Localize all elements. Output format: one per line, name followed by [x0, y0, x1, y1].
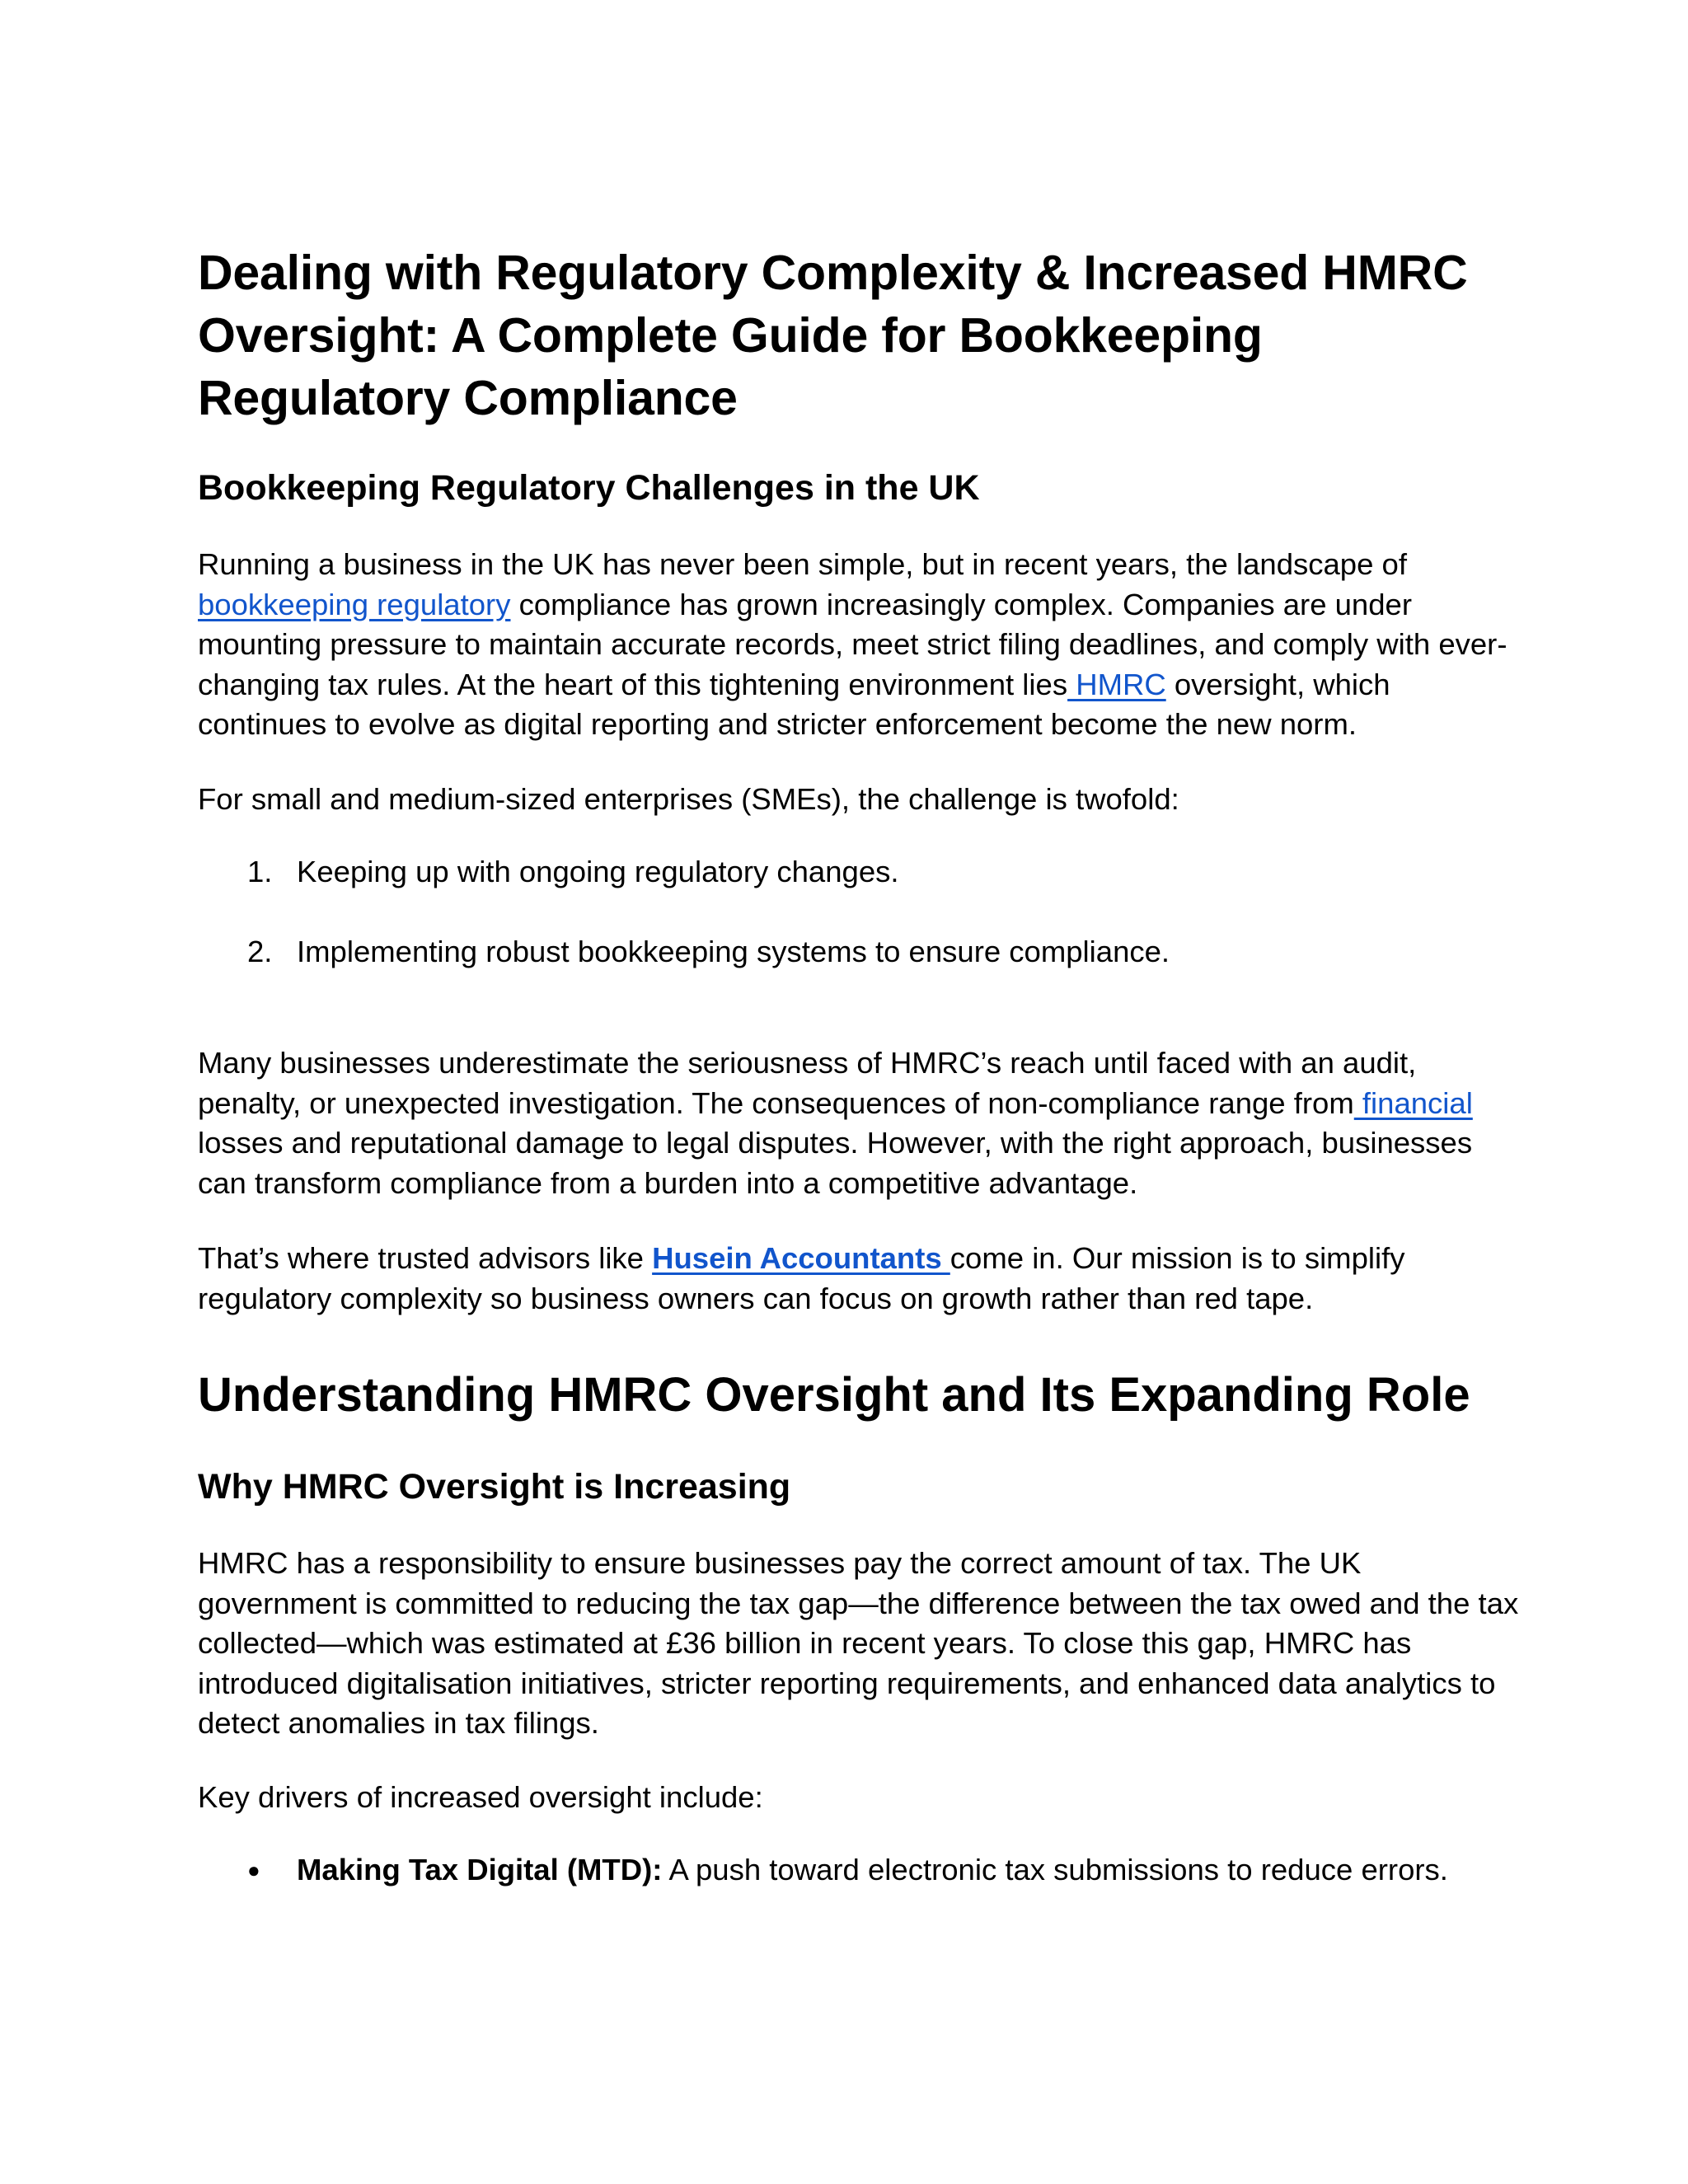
list-item-text — [297, 1850, 1448, 1890]
document-title: Dealing with Regulatory Complexity & Increased HMRC Oversight: A Complete Guide for Bookkeeping Regulatory Compliance — [198, 246, 1468, 425]
bullet-list-item-mtd — [247, 1850, 1533, 1890]
husein-accountants-link[interactable]: Husein Accountants — [652, 1241, 950, 1275]
intro-text-2: compliance has grown increasingly complex. Companies are under mounting pressure to maintain accurate records, meet strict filing deadlines, and comply with ever-changing tax rules. At the heart of this tightening environment lies — [198, 587, 1507, 701]
numbered-list-item-2 — [247, 932, 1533, 972]
list-marker: 2. — [247, 935, 273, 968]
intro-text-3: oversight, which continues to evolve as digital reporting and stricter enforcement become the new norm. — [198, 667, 1390, 741]
list-item-text: Keeping up with ongoing regulatory changes. — [297, 855, 899, 888]
advisors-text-1: That’s where trusted advisors like — [198, 1241, 653, 1275]
intro-text-1: Running a business in the UK has never been simple, but in recent years, the landscape of — [198, 547, 1407, 581]
advisors-text-2: come in. Our mission is to simplify regulatory complexity so business owners can focus on growth rather than red tape. — [198, 1241, 1405, 1315]
bullet-icon: ● — [247, 1858, 260, 1882]
subheading-why-oversight-increasing: Why HMRC Oversight is Increasing — [198, 1467, 791, 1507]
bullet-text: A push toward electronic tax submissions to reduce errors. — [662, 1853, 1448, 1886]
section-heading-bookkeeping-challenges: Bookkeeping Regulatory Challenges in the UK — [198, 468, 980, 508]
hmrc-link[interactable]: HMRC — [1067, 667, 1166, 701]
key-drivers-paragraph: Key drivers of increased oversight include: — [198, 1780, 763, 1814]
list-item-text: Implementing robust bookkeeping systems to ensure compliance. — [297, 935, 1170, 968]
consequences-text-2: losses and reputational damage to legal disputes. However, with the right approach, businesses can transform compliance from a burden into a competitive advantage. — [198, 1126, 1473, 1200]
advisors-paragraph — [198, 1239, 1525, 1319]
consequences-text-1: Many businesses underestimate the seriousness of HMRC’s reach until faced with an audit, penalty, or unexpected investigation. The consequences of non-compliance range from — [198, 1046, 1417, 1120]
numbered-list-item-1 — [247, 852, 1533, 892]
bookkeeping-regulatory-link[interactable]: bookkeeping regulatory — [198, 587, 511, 621]
sme-paragraph: For small and medium-sized enterprises (SMEs), the challenge is twofold: — [198, 782, 1179, 816]
bullet-bold-label: Making Tax Digital (MTD): — [297, 1853, 663, 1886]
financial-link[interactable]: financial — [1353, 1085, 1473, 1120]
list-marker: 1. — [247, 855, 273, 888]
section-heading-hmrc-oversight: Understanding HMRC Oversight and Its Expanding Role — [198, 1368, 1470, 1422]
tax-gap-paragraph: HMRC has a responsibility to ensure businesses pay the correct amount of tax. The UK government is committed to reducing the tax gap—the difference between the tax owed and the tax collected—which was estimated at £36 billion in recent years. To close this gap, HMRC has introduced digitalisation initiatives, stricter reporting requirements, and enhanced data analytics to detect anomalies in tax filings. — [198, 1546, 1519, 1740]
consequences-paragraph — [198, 1043, 1525, 1203]
intro-paragraph — [198, 545, 1525, 745]
